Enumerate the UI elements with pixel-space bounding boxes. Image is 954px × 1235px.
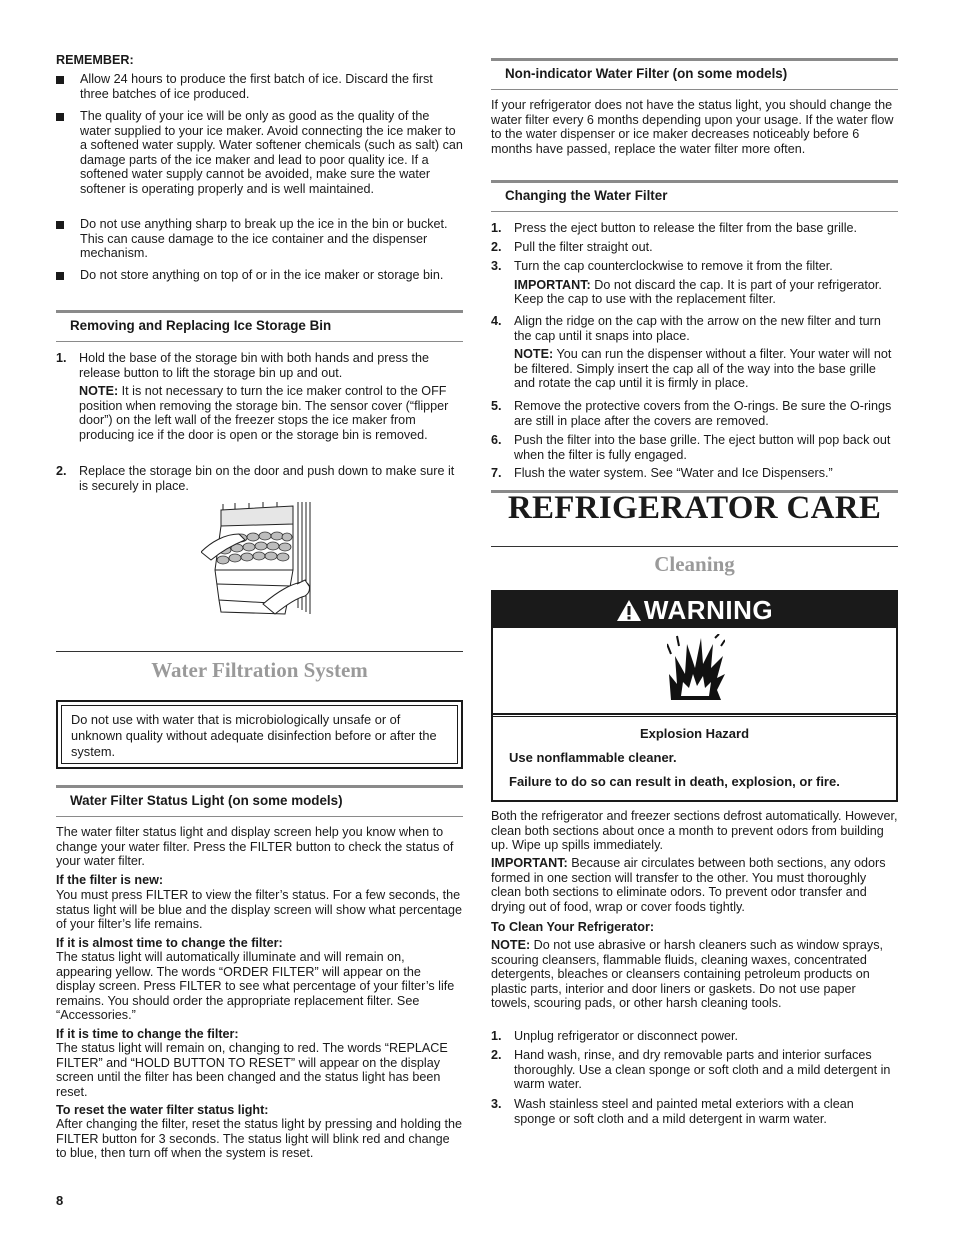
filter-new-text: You must press FILTER to view the filter’s status. For a few seconds, the status light will be blue and the display screen will show what percentage of your filter’s life remains. (56, 888, 463, 932)
list-item: 1. Press the eject button to release the filter from the base grille. (491, 221, 858, 235)
refrigerator-care-title: REFRIGERATOR CARE (507, 490, 882, 526)
warning-line-2: Failure to do so can result in death, explosion, or fire. (509, 774, 840, 789)
status-light-intro: The water filter status light and display screen help you know when to change your water filter. Press the FILTER button to check the status of your water filter. (56, 825, 454, 869)
filter-almost-text: The status light will automatically illuminate and will remain on, appearing yellow. The words “ORDER FILTER” will appear on the display screen. Press FILTER to see what percentage of your filter’s life remains. You should order the appropriate replacement filter. See “Accessories.” (56, 950, 455, 1023)
filter-time-label: If it is time to change the filter: (56, 1027, 239, 1041)
water-filtration-title: Water Filtration System (151, 658, 368, 682)
list-item: 6. Push the filter into the base grille. The eject button will pop back out when the filter is fully engaged. (491, 433, 891, 462)
note-paragraph: NOTE: It is not necessary to turn the ice maker control to the OFF position when removing the storage bin. The sensor cover (“flipper door”) on the left wall of the freezer stops the ice maker from producing ice if the door is open or the storage bin is removed. (79, 384, 449, 442)
section-divider (491, 546, 898, 547)
bullet-square-icon (56, 221, 64, 229)
status-light-heading: Water Filter Status Light (on some models) (56, 785, 463, 817)
explosion-hazard-label: Explosion Hazard (639, 726, 750, 741)
list-item: 2. Hand wash, rinse, and dry removable parts and interior surfaces thoroughly. Use a clean sponge or soft cloth and a mild detergent in warm water. (491, 1048, 891, 1092)
important-paragraph: IMPORTANT: Do not discard the cap. It is part of your refrigerator. Keep the cap to use with the replacement filter. (514, 277, 882, 307)
reset-label: To reset the water filter status light: (56, 1103, 269, 1117)
list-item: Do not store anything on top of or in the ice maker or storage bin. (80, 268, 463, 283)
list-item: 3. Wash stainless steel and painted metal exteriors with a clean sponge or soft cloth and a mild detergent in warm water. (491, 1097, 854, 1126)
section-divider (56, 651, 463, 652)
list-item: The quality of your ice will be only as good as the quality of the water supplied to your ice maker. Avoid connecting the ice maker to a softened water supply. Water softener chemicals (such as salt) can damage parts of the ice maker and lead to poor quality ice. If a softened water supply cannot be avoided, make sure the water softener is operating properly and is well maintained. (80, 109, 463, 197)
cleaning-title: Cleaning (654, 552, 735, 576)
non-indicator-heading: Non-indicator Water Filter (on some models) (491, 58, 898, 90)
bullet-square-icon (56, 113, 64, 121)
cleaning-important: IMPORTANT: Because air circulates between both sections, any odors formed in one section will transfer to the other. You must thoroughly clean both sections to eliminate odors. To prevent odor transfer and drying out of food, wrap or cover foods tightly. (491, 856, 886, 914)
warning-triangle-icon (616, 599, 642, 622)
filter-new-label: If the filter is new: (56, 873, 164, 887)
list-item: 5. Remove the protective covers from the O-rings. Be sure the O-rings are still in place after the covers are removed. (491, 399, 892, 428)
bullet-square-icon (56, 272, 64, 280)
bullet-square-icon (56, 76, 64, 84)
remember-heading: REMEMBER: (56, 53, 134, 67)
cleaning-note: NOTE: Do not use abrasive or harsh cleaners such as window sprays, scouring cleansers, flammable fluids, cleaning waxes, concentrated detergents, bleaches or cleansers containing petroleum products on plastic parts, interior and door liners or gaskets. Do not use paper towels, scouring pads, or other harsh cleaning tools. (491, 938, 883, 1011)
to-clean-heading: To Clean Your Refrigerator: (491, 920, 655, 934)
list-item: 3. Turn the cap counterclockwise to remove it from the filter. IMPORTANT: Do not discard the cap. It is part of your refrigerator. Keep the cap to use with the replacement filter. (514, 259, 898, 307)
list-item: 1. Hold the base of the storage bin with both hands and press the release button to lift the storage bin up and out. NOTE: It is not necessary to turn the ice maker control to the OFF position when removing the storage bin. The sensor cover (“flipper door”) on the left wall of the freezer stops the ice maker from producing ice if the door is open or the storage bin is removed. (79, 351, 463, 443)
list-item: 7. Flush the water system. See “Water and Ice Dispensers.” (491, 466, 833, 480)
list-item: 1. Unplug refrigerator or disconnect power. (491, 1029, 739, 1043)
ice-bin-illustration-icon (201, 500, 376, 618)
warning-box (491, 590, 898, 802)
reset-text: After changing the filter, reset the status light by pressing and holding the FILTER button for 3 seconds. The status light will blink red and change to blue, then turn off when the system is reset. (56, 1117, 463, 1161)
list-item: Allow 24 hours to produce the first batch of ice. Discard the first three batches of ice produced. (80, 72, 463, 101)
warning-line-1: Use nonflammable cleaner. (509, 750, 677, 765)
warning-header: WARNING (493, 592, 896, 628)
list-item: 2. Replace the storage bin on the door and push down to make sure it is securely in place. (56, 464, 455, 493)
removing-bin-heading: Removing and Replacing Ice Storage Bin (56, 310, 463, 342)
list-item: 4. Align the ridge on the cap with the arrow on the new filter and turn the cap until it snaps into place. NOTE: You can run the dispenser without a filter. Your water will not be filtered. Simply insert the cap all of the way into the base grille and rotate the cap until it is firmly in place. (514, 314, 898, 391)
cleaning-intro: Both the refrigerator and freezer sections defrost automatically. However, clean both sections about once a month to prevent odors from building up. Wipe up spills immediately. (491, 809, 898, 853)
note-paragraph: NOTE: You can run the dispenser without a filter. Your water will not be filtered. Simply insert the cap all of the way into the base grille and rotate the cap until it is firmly in place. (514, 347, 892, 391)
explosion-icon (667, 634, 725, 702)
list-item: Do not use anything sharp to break up the ice in the bin or bucket. This can cause damage to the ice container and the dispenser mechanism. (80, 217, 463, 261)
non-indicator-text: If your refrigerator does not have the status light, you should change the water filter every 6 months depending upon your usage. If the water flow to the water dispenser or ice maker decreases noticeably before 6 months have passed, replace the water filter more often. (491, 98, 894, 156)
list-item: 2. Pull the filter straight out. (491, 240, 653, 254)
filter-almost-label: If it is almost time to change the filter: (56, 936, 283, 950)
page-number: 8 (56, 1193, 64, 1208)
changing-filter-heading: Changing the Water Filter (491, 180, 898, 212)
filter-time-text: The status light will remain on, changing to red. The words “REPLACE FILTER” and “HOLD BUTTON TO RESET” will appear on the display screen until the filter has been changed and the status light has been reset. (56, 1041, 448, 1099)
filtration-notice-box: Do not use with water that is microbiologically unsafe or of unknown quality without adequate disinfection before or after the system. (56, 700, 463, 769)
